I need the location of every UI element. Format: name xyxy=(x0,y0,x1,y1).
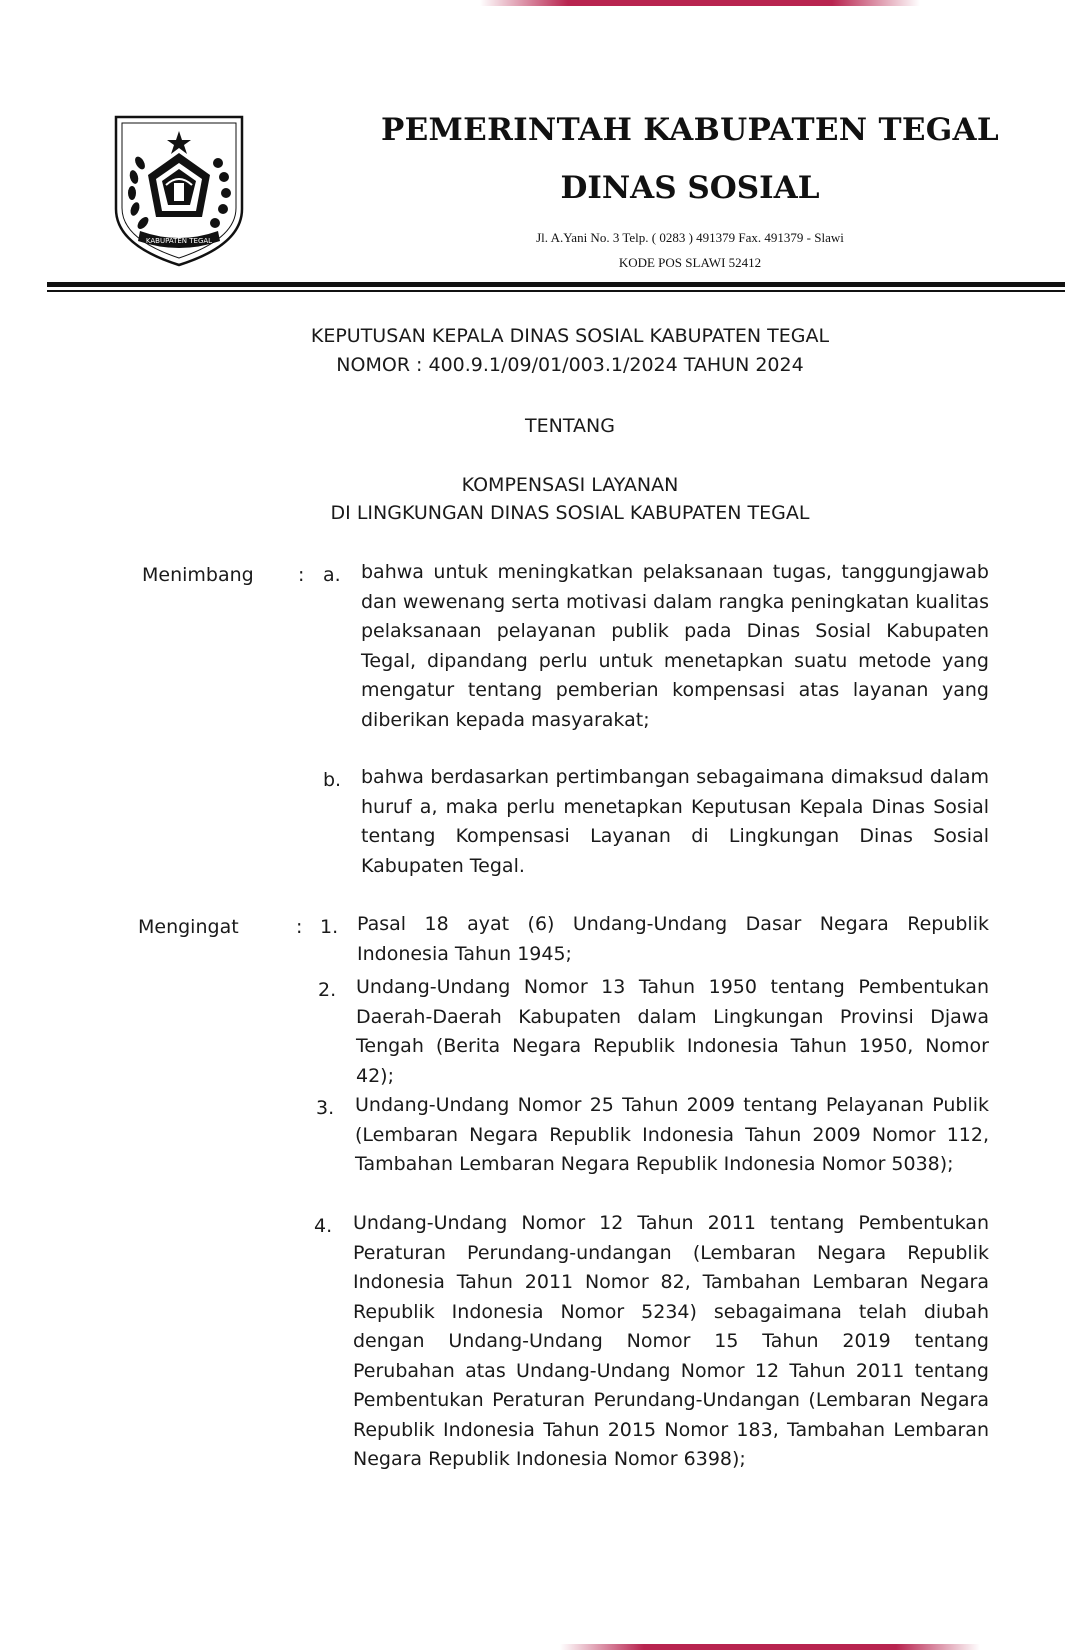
page-edge-bottom xyxy=(560,1644,980,1650)
menimbang-item-text: bahwa untuk meningkatkan pelaksanaan tugas, tanggungjawab dan wewenang serta motivasi dalam rangka peningkatan kualitas pelaksanaan pelayanan publik pada Dinas Sosial Kabupaten Tegal, dipandang perlu untuk menetapkan suatu metode yang mengatur tentang pemberian kompensasi atas layanan yang diberikan kepada masyarakat; xyxy=(361,561,989,731)
mengingat-item-text: Undang-Undang Nomor 25 Tahun 2009 tentang Pelayanan Publik (Lembaran Negara Republik Indonesia Tahun 2009 Nomor 112, Tambahan Lembaran Negara Republik Indonesia Nomor 5038); xyxy=(355,1094,989,1175)
mengingat-item-marker: 2. xyxy=(318,979,337,1001)
mengingat-colon: : xyxy=(296,916,303,938)
letterhead-address: Jl. A.Yani No. 3 Telp. ( 0283 ) 491379 Fax. 491379 - Slawi xyxy=(536,230,844,245)
letterhead-divider-thin xyxy=(47,290,1065,292)
mengingat-item-text: Undang-Undang Nomor 12 Tahun 2011 tentang Pembentukan Peraturan Perundang-undangan (Lembaran Negara Republik Indonesia Tahun 2011 Nomor 82, Tambahan Lembaran Negara Republik Indonesia Nomor 5234) sebagaimana telah diubah dengan Undang-Undang Nomor 15 Tahun 2019 tentang Perubahan atas Undang-Undang Nomor 12 Tahun 2011 tentang Pembentukan Peraturan Perundang-Undangan (Lembaran Negara Republik Indonesia Tahun 2015 Nomor 183, Tambahan Lembaran Negara Republik Indonesia Nomor 6398); xyxy=(353,1212,989,1470)
menimbang-label: Menimbang xyxy=(142,564,254,586)
letterhead-divider-thick xyxy=(47,282,1065,287)
menimbang-item-text: bahwa berdasarkan pertimbangan sebagaimana dimaksud dalam huruf a, maka perlu menetapkan Keputusan Kepala Dinas Sosial tentang Kompensasi Layanan di Lingkungan Dinas Sosial Kabupaten Tegal. xyxy=(361,766,989,877)
letterhead-agency: DINAS SOSIAL xyxy=(560,170,820,206)
decree-about: TENTANG xyxy=(525,415,615,437)
decree-subject-line2: DI LINGKUNGAN DINAS SOSIAL KABUPATEN TEGAL xyxy=(330,502,810,524)
letterhead-government: PEMERINTAH KABUPATEN TEGAL xyxy=(380,112,1000,148)
menimbang-item-marker: b. xyxy=(323,769,342,791)
decree-subject-line1: KOMPENSASI LAYANAN xyxy=(461,474,679,496)
decree-number: NOMOR : 400.9.1/09/01/003.1/2024 TAHUN 2024 xyxy=(336,354,804,376)
mengingat-label: Mengingat xyxy=(138,916,239,938)
mengingat-item-marker: 4. xyxy=(314,1215,333,1237)
mengingat-item-marker: 3. xyxy=(316,1097,335,1119)
letterhead-postal-code: KODE POS SLAWI 52412 xyxy=(618,255,762,270)
menimbang-item-marker: a. xyxy=(323,564,341,586)
mengingat-item-text: Pasal 18 ayat (6) Undang-Undang Dasar Negara Republik Indonesia Tahun 1945; xyxy=(357,913,989,965)
mengingat-item-marker: 1. xyxy=(320,916,339,938)
menimbang-colon: : xyxy=(298,564,305,586)
page-edge-top xyxy=(480,0,920,6)
mengingat-item-text: Undang-Undang Nomor 13 Tahun 1950 tentang Pembentukan Daerah-Daerah Kabupaten dalam Lingkungan Provinsi Djawa Tengah (Berita Negara Republik Indonesia Tahun 1950, Nomor 42); xyxy=(356,976,989,1087)
emblem-ribbon-text: KABUPATEN TEGAL xyxy=(145,237,213,245)
decree-title: KEPUTUSAN KEPALA DINAS SOSIAL KABUPATEN TEGAL xyxy=(310,325,830,347)
kabupaten-tegal-emblem xyxy=(110,113,248,269)
